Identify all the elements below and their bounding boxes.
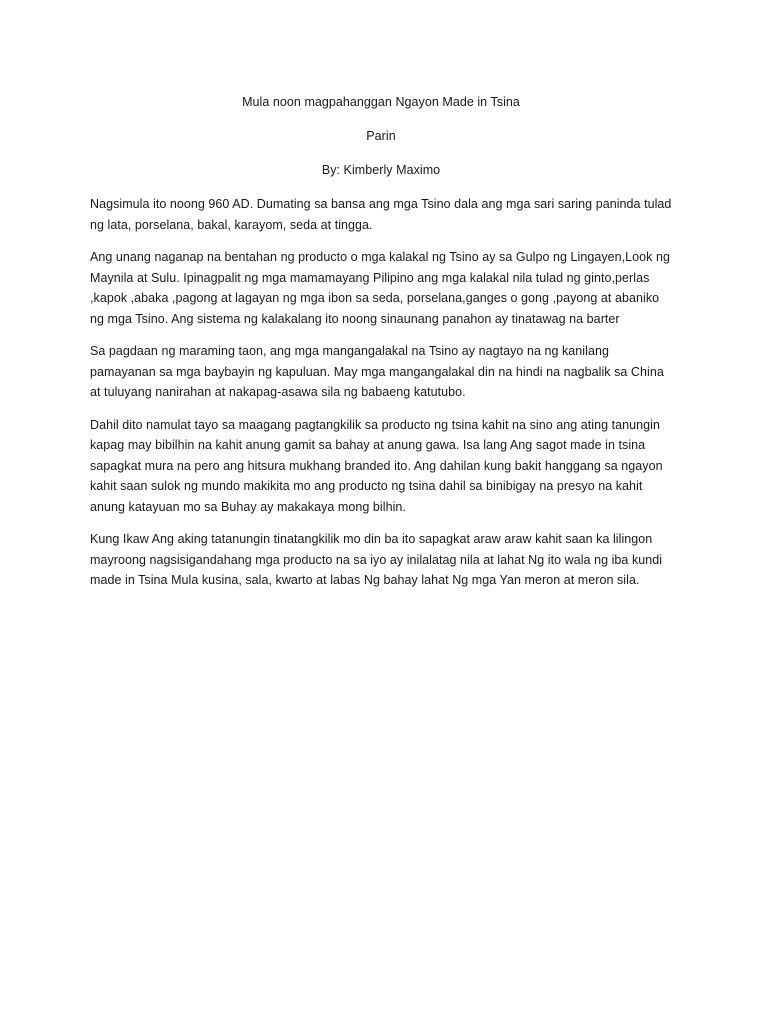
paragraph-1: Nagsimula ito noong 960 AD. Dumating sa bansa ang mga Tsino dala ang mga sari saring paninda tulad ng lata, porselana, bakal, karayom, seda at tingga. [90,197,672,232]
paragraph-2: Ang unang naganap na bentahan ng producto o mga kalakal ng Tsino ay sa Gulpo ng Lingayen,Look ng Maynila at Sulu. Ipinagpalit ng mga mamamayang Pilipino ang mga kalakal nila tulad ng ginto,perlas ,kapok ,abaka ,pagong at lagayan ng mga ibon sa seda, porselana,ganges o gong ,payong at abaniko ng mga Tsino. Ang sistema ng kalakalang ito noong sinaunang panahon ay tinatawag na barter [90,250,671,326]
document-title-line-2: Parin [366,129,396,143]
document-title-line-1: Mula noon magpahanggan Ngayon Made in Tsina [242,95,520,109]
paragraph-4: Dahil dito namulat tayo sa maagang pagtangkilik sa producto ng tsina kahit na sino ang ating tanungin kapag may bibilhin na kahit anung gamit sa bahay at anung gawa. Isa lang Ang sagot made in tsina sapagkat mura na pero ang hitsura mukhang branded ito. Ang dahilan kung bakit hanggang sa ngayon kahit saan sulok ng mundo makikita mo ang producto ng tsina dahil sa binibigay na presyo na kahit anung katayuan mo sa Buhay ay makakaya mong bilhin. [90,417,663,514]
document-author: By: Kimberly Maximo [321,163,441,177]
paragraph-5: Kung Ikaw Ang aking tatanungin tinatangkilik mo din ba ito sapagkat araw araw kahit saan ka lilingon mayroong nagsisigandahang mga producto na sa iyo ay inilalatag nila at lahat Ng ito wala ng iba kundi made in Tsina Mula kusina, sala, kwarto at labas Ng bahay lahat Ng mga Yan meron at meron sila. [90,532,663,587]
paragraph-3: Sa pagdaan ng maraming taon, ang mga mangangalakal na Tsino ay nagtayo na ng kanilang pamayanan sa mga baybayin ng kapuluan. May mga mangangalakal din na hindi na nagbalik sa China at tuluyang nanirahan at nakapag-asawa sila ng babaeng katutubo. [90,344,664,399]
